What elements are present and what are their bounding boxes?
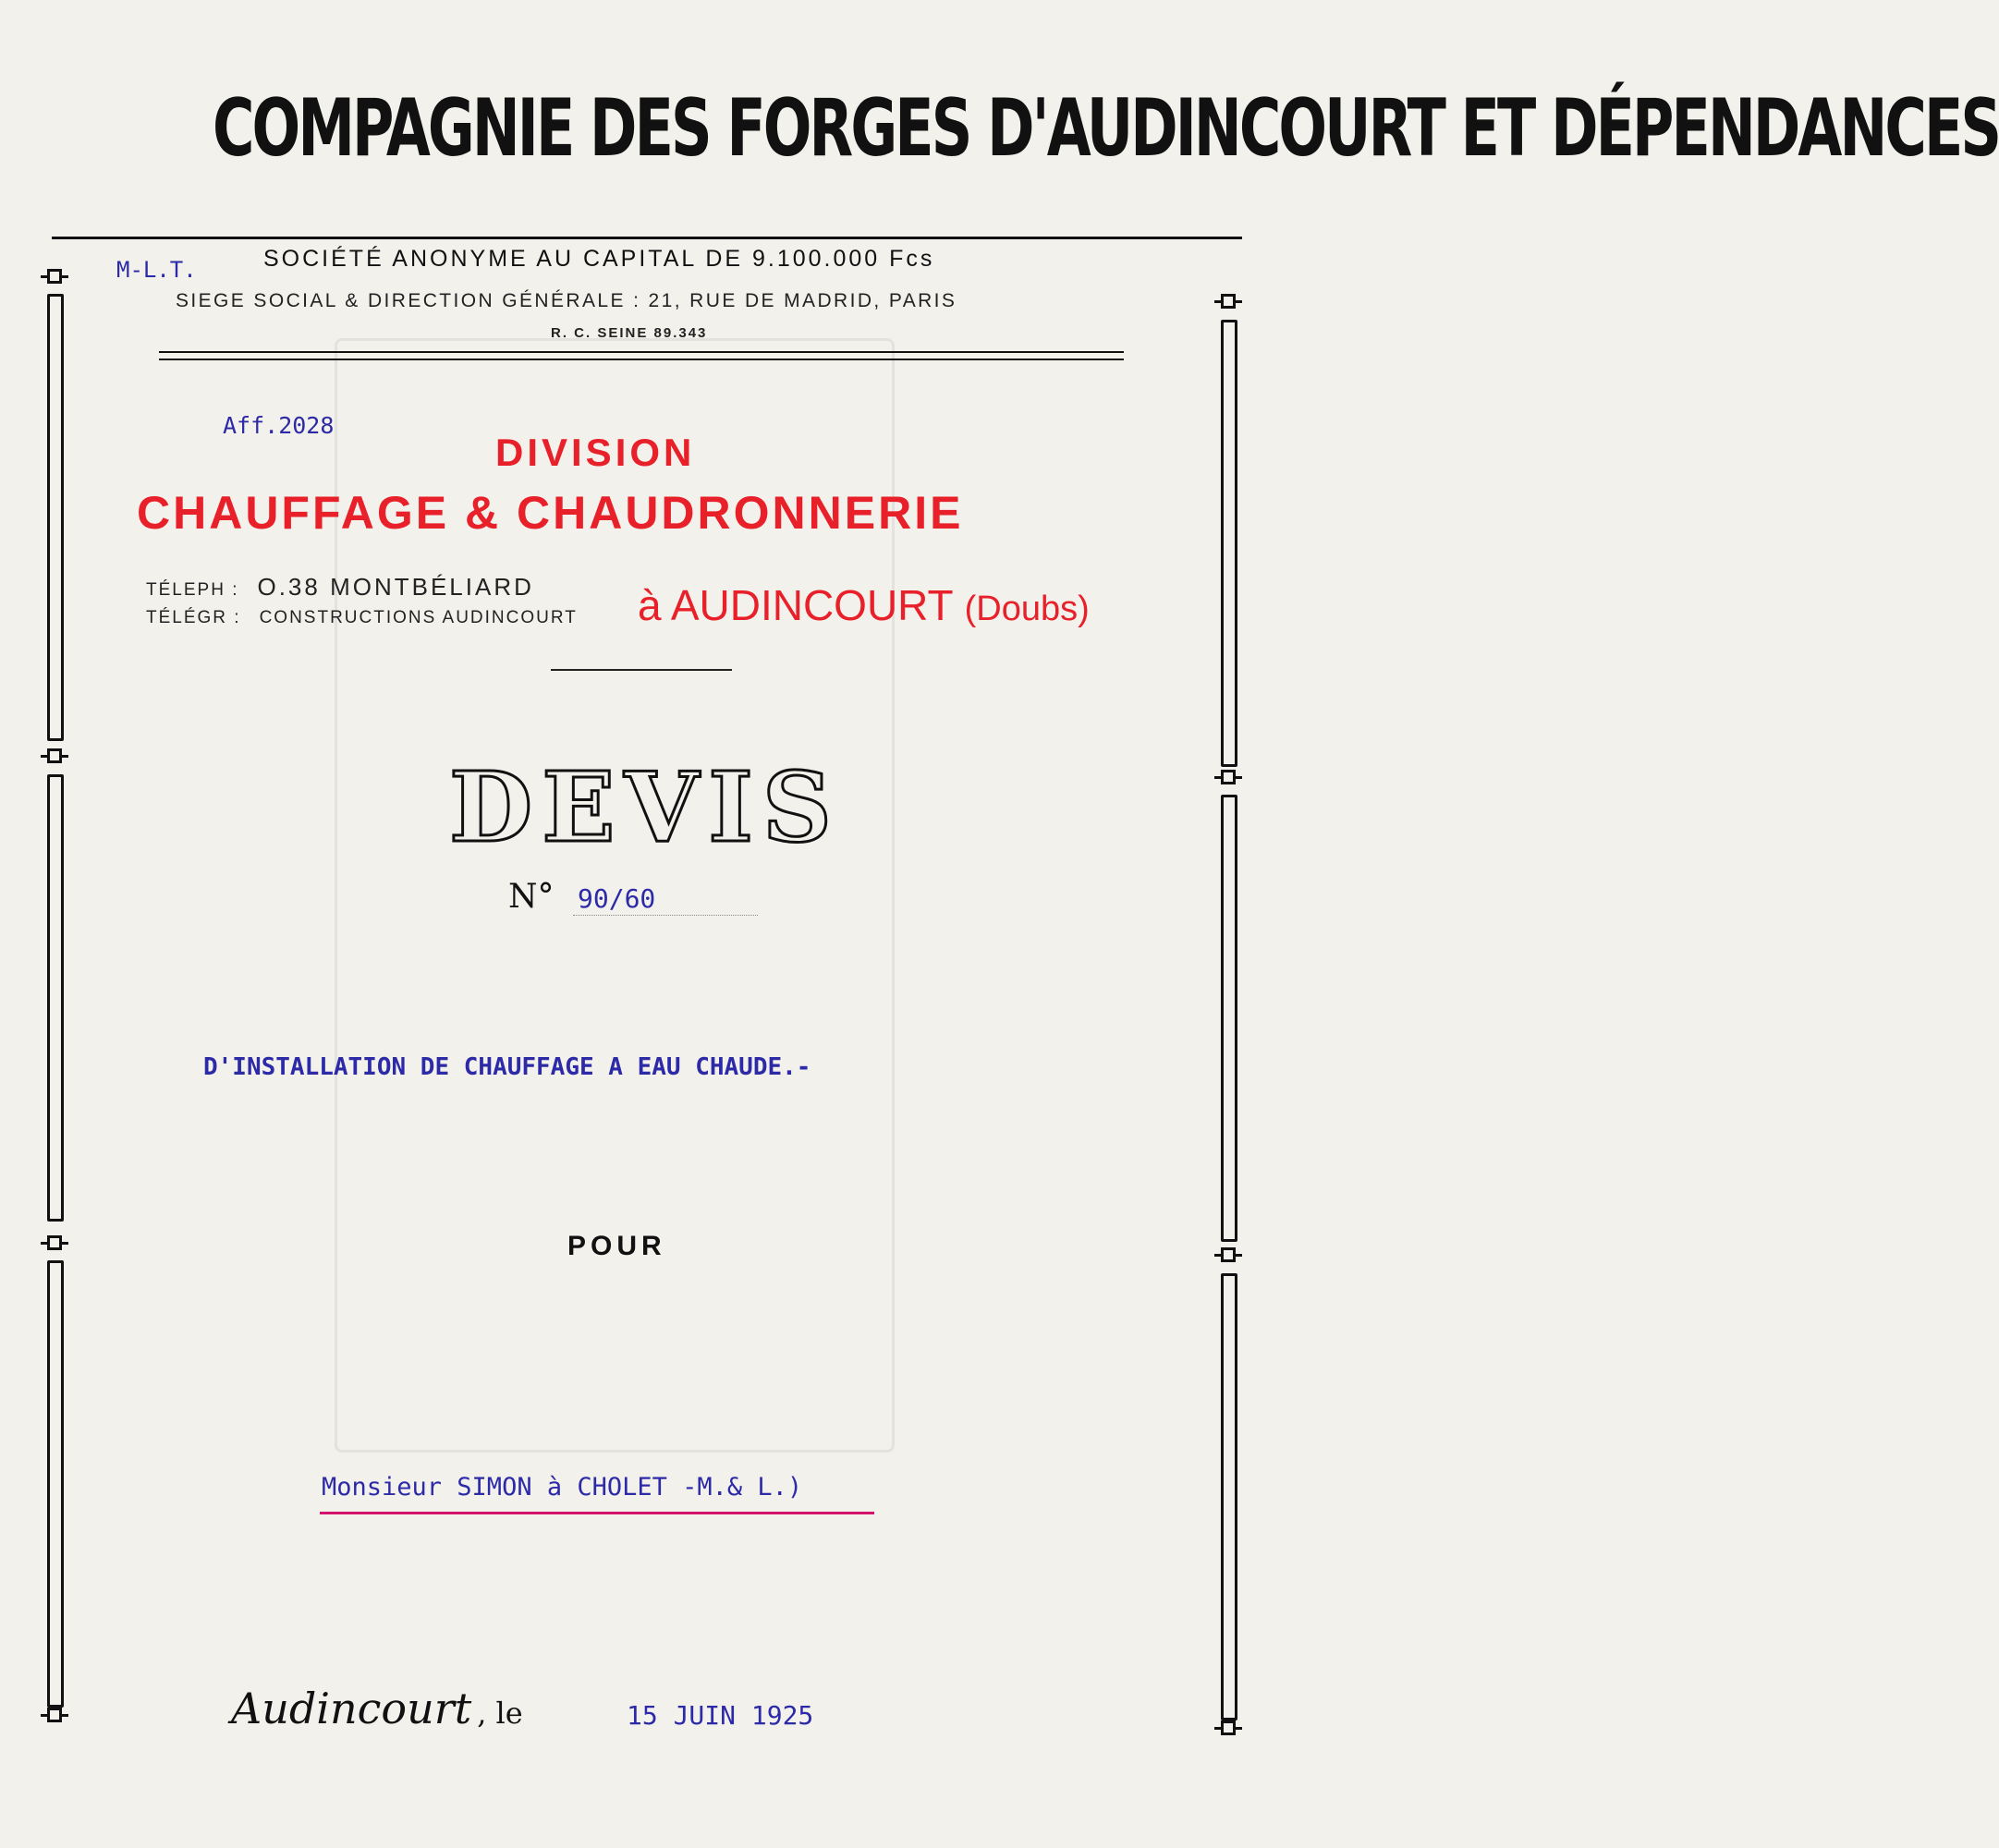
city-region: (Doubs) — [964, 590, 1090, 628]
right-border-ornament-4 — [1221, 1720, 1236, 1735]
right-border-ornament-3 — [1221, 1247, 1236, 1262]
client-name: Monsieur SIMON à CHOLET -M.& L.) — [322, 1473, 803, 1502]
contact-block — [146, 573, 578, 632]
left-border-ornament-2 — [47, 748, 62, 763]
pour-label: POUR — [567, 1231, 666, 1261]
header-rule-top — [52, 237, 1242, 239]
company-name: COMPAGNIE DES FORGES D'AUDINCOURT ET DÉPENDANCES — [212, 82, 1999, 175]
affaire-number: Aff.2028 — [223, 412, 335, 439]
telephone-value: O.38 MONTBÉLIARD — [257, 573, 534, 601]
header-rule-2 — [159, 359, 1124, 360]
right-border-bar-1 — [1221, 320, 1237, 767]
document-date: 15 JUIN 1925 — [627, 1700, 814, 1731]
city-line — [638, 580, 1090, 630]
header-rule-1 — [159, 351, 1124, 353]
telegram-value: CONSTRUCTIONS AUDINCOURT — [259, 608, 578, 627]
company-registration: R. C. SEINE 89.343 — [551, 325, 708, 341]
telegram-label: TÉLÉGR : — [146, 608, 241, 627]
place-name: Audincourt — [231, 1684, 472, 1733]
document-title: DEVIS — [449, 750, 841, 864]
division-label: DIVISION — [495, 431, 696, 474]
right-border-ornament-1 — [1221, 294, 1236, 309]
division-name: CHAUFFAGE & CHAUDRONNERIE — [137, 487, 964, 539]
telephone-label: TÉLEPH : — [146, 580, 239, 600]
right-border-ornament-2 — [1221, 770, 1236, 784]
devis-subject: D'INSTALLATION DE CHAUFFAGE A EAU CHAUDE.- — [203, 1053, 811, 1081]
left-border-ornament-4 — [47, 1708, 62, 1722]
right-border-bar-3 — [1221, 1273, 1237, 1720]
company-headquarters: SIEGE SOCIAL & DIRECTION GÉNÉRALE : 21, RUE DE MADRID, PARIS — [176, 290, 957, 311]
number-label: N° — [508, 878, 555, 916]
separator-rule — [551, 669, 732, 671]
right-border-bar-2 — [1221, 795, 1237, 1242]
company-capital: SOCIÉTÉ ANONYME AU CAPITAL DE 9.100.000 Fcs — [263, 246, 935, 272]
client-underline — [320, 1512, 874, 1514]
left-border-bar-1 — [47, 294, 64, 741]
left-border-ornament-3 — [47, 1235, 62, 1250]
left-border-bar-2 — [47, 774, 64, 1222]
city-name: à AUDINCOURT — [638, 581, 953, 629]
number-dotted-line — [573, 915, 758, 916]
place-line — [231, 1684, 523, 1733]
reference-initials: M-L.T. — [116, 257, 197, 283]
devis-number: 90/60 — [578, 883, 656, 914]
place-le: , le — [477, 1696, 523, 1731]
left-border-ornament-1 — [47, 269, 62, 284]
left-border-bar-3 — [47, 1260, 64, 1708]
